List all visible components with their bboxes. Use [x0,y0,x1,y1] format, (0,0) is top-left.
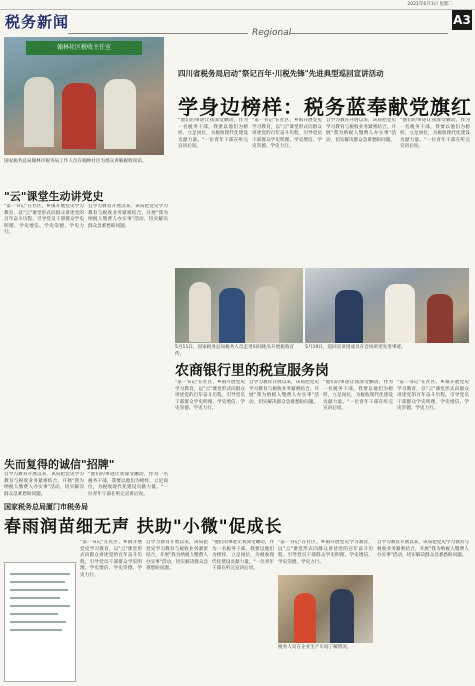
article-body: "他们的事迹让我深受触动，作为一名税务干部，我要以他们为榜样，立足岗位，为税收现代化建设贡献力量。"一位青年干部在听完宣讲后说。 [178,118,248,149]
person-figure [104,79,136,149]
field-photo [175,268,303,343]
person-figure [219,288,245,343]
community-photo [4,37,164,155]
person-figure [294,593,316,643]
section-divider-left [68,33,248,34]
top-bar [0,0,475,10]
person-figure [24,77,54,147]
person-figure [330,589,354,643]
article-headline: 农商银行里的税宣服务岗 [175,363,329,379]
photo-caption: 5月11日，国家税务总局税务人员走进田间地头开展税收宣传。 [175,345,295,357]
main-headline: 学身边榜样：税务蓝奉献党旗红 [178,95,472,119]
person-figure [427,294,453,343]
region-label: Regional [252,28,292,38]
article-body: "第一书记"在社区、乡镇开展党史学习教育，以"云"课堂形式向群众讲述党的百年奋斗历程，引导党员干部群众学史明理、学史增信、学史崇德、学史力行。 [397,380,469,411]
article-body: "他们的事迹让我深受触动，作为一名税务干部，我要以他们为榜样，立足岗位，为税收现代化建设贡献力量。"一位青年干部在听完宣讲后说。 [88,472,168,497]
article-body: 自学习教育开展以来，该局把党史学习教育与税收业务紧密结合，开展"我为纳税人缴费人办实事"活动，切实解决群众急难愁盼问题。 [377,540,469,558]
date-line: 2021年6月1日 星期二 [407,2,453,7]
article-headline: 失而复得的诚信"招牌" [4,458,115,471]
text-line [10,613,58,615]
bureau-label: 国家税务总局厦门市税务局 [4,503,88,511]
text-line [10,629,62,631]
person-figure [255,286,279,343]
page-number: A3 [452,10,472,30]
person-figure [189,282,211,342]
article-body: "他们的事迹让我深受触动，作为一名税务干部，我要以他们为榜样，立足岗位，为税收现代化建设贡献力量。"一位青年干部在听完宣讲后说。 [323,380,393,411]
article-body: "第一书记"在社区、乡镇开展党史学习教育，以"云"课堂形式向群众讲述党的百年奋斗历程，引导党员干部群众学史明理、学史增信、学史崇德、学史力行。 [80,540,142,578]
text-line [10,589,68,591]
article-body: 自学习教育开展以来，该局把党史学习教育与税收业务紧密结合，开展"我为纳税人缴费人办实事"活动，切实解决群众急难愁盼问题。 [146,540,208,571]
text-line [10,621,66,623]
article-body: "第一书记"在社区、乡镇开展党史学习教育，以"云"课堂形式向群众讲述党的百年奋斗历程，引导党员干部群众学史明理、学史增信、学史崇德、学史力行。 [252,118,322,149]
section-divider-right [290,33,448,34]
bottom-headline: 春雨润苗细无声 扶助"小微"促成长 [4,517,283,537]
article-body: "他们的事迹让我深受触动，作为一名税务干部，我要以他们为榜样，立足岗位，为税收现代化建设贡献力量。"一位青年干部在听完宣讲后说。 [400,118,470,149]
article-body: "第一书记"在社区、乡镇开展党史学习教育，以"云"课堂形式向群众讲述党的百年奋斗历程，引导党员干部群众学史明理、学史增信、学史崇德、学史力行。 [4,204,84,235]
article-headline: "云"课堂生动讲党史 [4,190,104,203]
photo-caption: 国家税务总局翰林市税务局工作人员在翰林社区为群众讲解税收知识。 [4,159,147,164]
main-kicker: 四川省税务局启动"祭记百年·川税先锋"先进典型巡回宣讲活动 [178,69,384,78]
article-body: "第一书记"在社区、乡镇开展党史学习教育，以"云"课堂形式向群众讲述党的百年奋斗历程，引导党员干部群众学史明理、学史增信、学史崇德、学史力行。 [278,540,373,565]
article-body: 自学习教育开展以来，该局把党史学习教育与税收业务紧密结合，开展"我为纳税人缴费人办实事"活动，切实解决群众急难愁盼问题。 [4,472,84,497]
photo-caption: 5月19日，巡回宣讲团成员在会场讲述先进事迹。 [305,345,406,350]
text-line [10,597,60,599]
person-figure [335,290,363,343]
article-body: 自学习教育开展以来，该局把党史学习教育与税收业务紧密结合，开展"我为纳税人缴费人办实事"活动，切实解决群众急难愁盼问题。 [326,118,396,143]
document-image [4,562,76,682]
text-line [10,581,65,583]
person-figure [385,284,415,343]
article-body: "他们的事迹让我深受触动，作为一名税务干部，我要以他们为榜样，立足岗位，为税收现代化建设贡献力量。"一位青年干部在听完宣讲后说。 [212,540,274,571]
article-body: 自学习教育开展以来，该局把党史学习教育与税收业务紧密结合，开展"我为纳税人缴费人办实事"活动，切实解决群众急难愁盼问题。 [88,204,168,229]
photo-caption: 税务人员在企业生产车间了解情况。 [278,645,352,650]
section-title: 税务新闻 [5,13,70,31]
article-body: 自学习教育开展以来，该局把党史学习教育与税收业务紧密结合，开展"我为纳税人缴费人办实事"活动，切实解决群众急难愁盼问题。 [249,380,319,405]
factory-photo [278,575,373,643]
text-line [10,573,70,575]
photo-sign: 翰林社区税收主任室 [26,41,142,55]
text-line [10,605,70,607]
event-photo [305,268,469,343]
person-figure [62,83,96,149]
article-body: "第一书记"在社区、乡镇开展党史学习教育，以"云"课堂形式向群众讲述党的百年奋斗历程，引导党员干部群众学史明理、学史增信、学史崇德、学史力行。 [175,380,245,411]
